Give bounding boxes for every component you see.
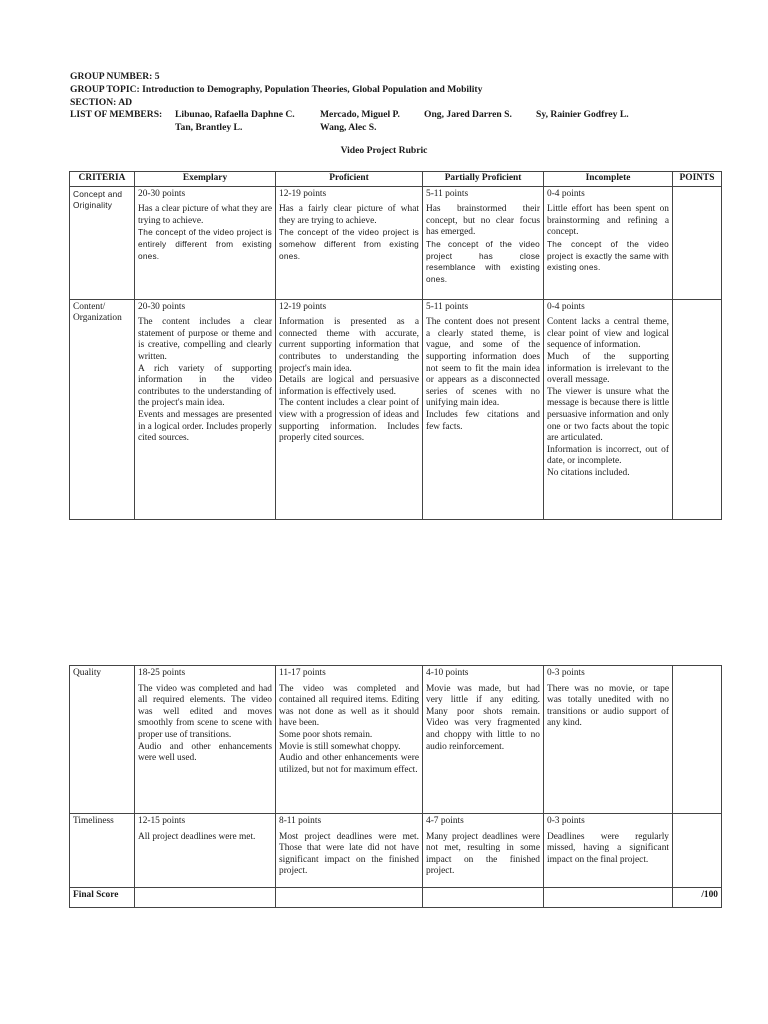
rubric-cell <box>423 186 544 299</box>
empty-cell <box>423 888 544 908</box>
rubric-cell <box>135 814 276 888</box>
points-range: 5-11 points <box>426 301 469 312</box>
rubric-cell <box>544 299 673 519</box>
rubric-cell <box>276 666 423 814</box>
criteria-label: Timeliness <box>73 816 114 826</box>
column-header: POINTS <box>673 172 722 187</box>
group-number: GROUP NUMBER: 5 <box>70 71 160 82</box>
criteria-label: Originality <box>73 200 113 211</box>
rubric-cell <box>276 299 423 519</box>
members-label: LIST OF MEMBERS: <box>70 109 163 120</box>
points-range: 18-25 points <box>138 668 186 678</box>
rubric-table-bottom <box>69 665 722 908</box>
cell-text: Much of the supporting information is irrelevant to the overall message. <box>547 351 669 386</box>
cell-text: Information is presented as a connected theme with accurate, current supporting information that contributes to understanding the project's main idea. <box>279 317 419 374</box>
cell-text: Little effort has been spent on brainstorming and refining a concept. <box>547 204 669 238</box>
cell-text: The concept of the video project is somehow different from existing ones. <box>279 227 419 261</box>
criteria-label: Organization <box>73 313 122 324</box>
criteria-label: Concept and <box>73 188 123 199</box>
header-row <box>70 172 722 187</box>
rubric-cell <box>276 186 423 299</box>
cell-text: Many project deadlines were not met, resulting in some impact on the finished project. <box>426 831 540 877</box>
rubric-cell <box>423 299 544 519</box>
cell-text: Details are logical and persuasive information is effectively used. <box>279 375 419 397</box>
points-range: 4-7 points <box>426 816 464 826</box>
member-name: Mercado, Miguel P. <box>320 109 400 120</box>
member-name: Libunao, Rafaella Daphne C. <box>175 109 295 120</box>
points-range: 8-11 points <box>279 816 322 826</box>
member-name: Wang, Alec S. <box>320 122 377 133</box>
cell-text: Events and messages are presented in a logical order. Includes properly cited sources. <box>138 409 272 444</box>
rubric-title: Video Project Rubric <box>340 145 428 156</box>
cell-text: Has a clear picture of what they are trying to achieve. <box>138 204 272 226</box>
rubric-cell <box>276 814 423 888</box>
section: SECTION: AD <box>70 97 133 108</box>
rubric-cell <box>544 186 673 299</box>
cell-text: Most project deadlines were met. Those that were late did not have significant impact on the finished project. <box>279 831 419 877</box>
points-range: 12-19 points <box>279 301 327 312</box>
final-score-label: Final Score <box>70 888 135 908</box>
column-header: Exemplary <box>135 172 276 187</box>
points-cell[interactable] <box>673 186 722 299</box>
final-score-row <box>70 888 722 908</box>
group-topic: GROUP TOPIC: Introduction to Demography, Population Theories, Global Population and Mobility <box>70 84 483 95</box>
cell-text: Information is incorrect, out of date, or incomplete. <box>547 444 669 467</box>
cell-text: Content lacks a central theme, clear point of view and logical sequence of information. <box>547 317 669 351</box>
points-range: 11-17 points <box>279 668 326 678</box>
rubric-table-top <box>69 171 722 520</box>
criteria-cell <box>70 814 135 888</box>
cell-text: The video was completed and contained all required items. Editing was not done as well as it should have been. <box>279 683 419 729</box>
cell-text: The concept of the video project is entirely different from existing ones. <box>138 227 272 261</box>
column-header: Proficient <box>276 172 423 187</box>
cell-text: No citations included. <box>547 467 630 478</box>
empty-cell <box>276 888 423 908</box>
rubric-cell <box>423 814 544 888</box>
rubric-cell <box>423 666 544 814</box>
criteria-cell <box>70 666 135 814</box>
cell-text: Includes few citations and few facts. <box>426 409 540 432</box>
rubric-cell <box>135 666 276 814</box>
cell-text: The video was completed and had all required elements. The video was well edited and moves smoothly from scene to scene with proper use of transitions. <box>138 683 272 740</box>
cell-text: Movie was made, but had very little if any editing. Many poor shots remain. Video was very fragmented and choppy with little to no audio reinforcement. <box>426 683 540 752</box>
member-name: Tan, Brantley L. <box>175 122 243 133</box>
cell-text: The content includes a clear statement of purpose or theme and is creative, compelling and clearly written. <box>138 317 272 362</box>
rubric-cell <box>135 299 276 519</box>
column-header: Partially Proficient <box>423 172 544 187</box>
cell-text: Movie is still somewhat choppy. <box>279 741 401 752</box>
points-cell[interactable] <box>673 666 722 814</box>
final-score-total[interactable]: /100 <box>673 888 722 908</box>
points-range: 0-4 points <box>547 188 585 199</box>
cell-text: All project deadlines were met. <box>138 831 256 842</box>
table-row <box>70 814 722 888</box>
column-header: CRITERIA <box>70 172 135 187</box>
points-range: 0-3 points <box>547 816 585 826</box>
points-cell[interactable] <box>673 299 722 519</box>
cell-text: The concept of the video project has close resemblance with existing ones. <box>426 238 540 284</box>
points-range: 20-30 points <box>138 188 186 199</box>
cell-text: Some poor shots remain. <box>279 729 373 740</box>
cell-text: A rich variety of supporting information in the video contributes to the understanding of the project's main idea. <box>138 363 272 409</box>
points-range: 5-11 points <box>426 188 469 199</box>
cell-text: Has brainstormed their concept, but no clear focus has emerged. <box>426 204 540 238</box>
cell-text: There was no movie, or tape was totally unedited with no transitions or audio support of any kind. <box>547 683 669 729</box>
cell-text: The content includes a clear point of view with a progression of ideas and supporting information. Includes properly cited sources. <box>279 398 419 444</box>
points-range: 12-15 points <box>138 816 186 826</box>
cell-text: The viewer is unsure what the message is because there is little persuasive information and only one or two facts about the topic are articulated. <box>547 386 669 444</box>
criteria-label: Quality <box>73 668 102 678</box>
cell-text: Audio and other enhancements were utilized, but not for maximum effect. <box>279 753 419 775</box>
points-range: 4-10 points <box>426 668 469 678</box>
cell-text: Audio and other enhancements were well used. <box>138 741 272 764</box>
criteria-cell <box>70 186 135 299</box>
column-header: Incomplete <box>544 172 673 187</box>
cell-text: Deadlines were regularly missed, having a significant impact on the final project. <box>547 831 669 865</box>
criteria-label: Content/ <box>73 301 106 312</box>
cell-text: Has a fairly clear picture of what they are trying to achieve. <box>279 204 419 226</box>
empty-cell <box>544 888 673 908</box>
table-row <box>70 186 722 299</box>
points-range: 0-4 points <box>547 301 585 312</box>
table-row <box>70 299 722 519</box>
cell-text: The content does not present a clearly stated theme, is vague, and some of the supporting information does not seem to fit the main idea or appears as a disconnected series of scenes with no unifying main idea. <box>426 317 540 409</box>
points-cell[interactable] <box>673 814 722 888</box>
member-name: Ong, Jared Darren S. <box>424 109 512 120</box>
points-range: 20-30 points <box>138 301 186 312</box>
empty-cell <box>135 888 276 908</box>
rubric-cell <box>135 186 276 299</box>
points-range: 0-3 points <box>547 668 585 678</box>
rubric-cell <box>544 666 673 814</box>
points-range: 12-19 points <box>279 188 327 199</box>
cell-text: The concept of the video project is exactly the same with existing ones. <box>547 238 669 273</box>
rubric-cell <box>544 814 673 888</box>
table-row <box>70 666 722 814</box>
criteria-cell <box>70 299 135 519</box>
member-name: Sy, Rainier Godfrey L. <box>536 109 629 120</box>
